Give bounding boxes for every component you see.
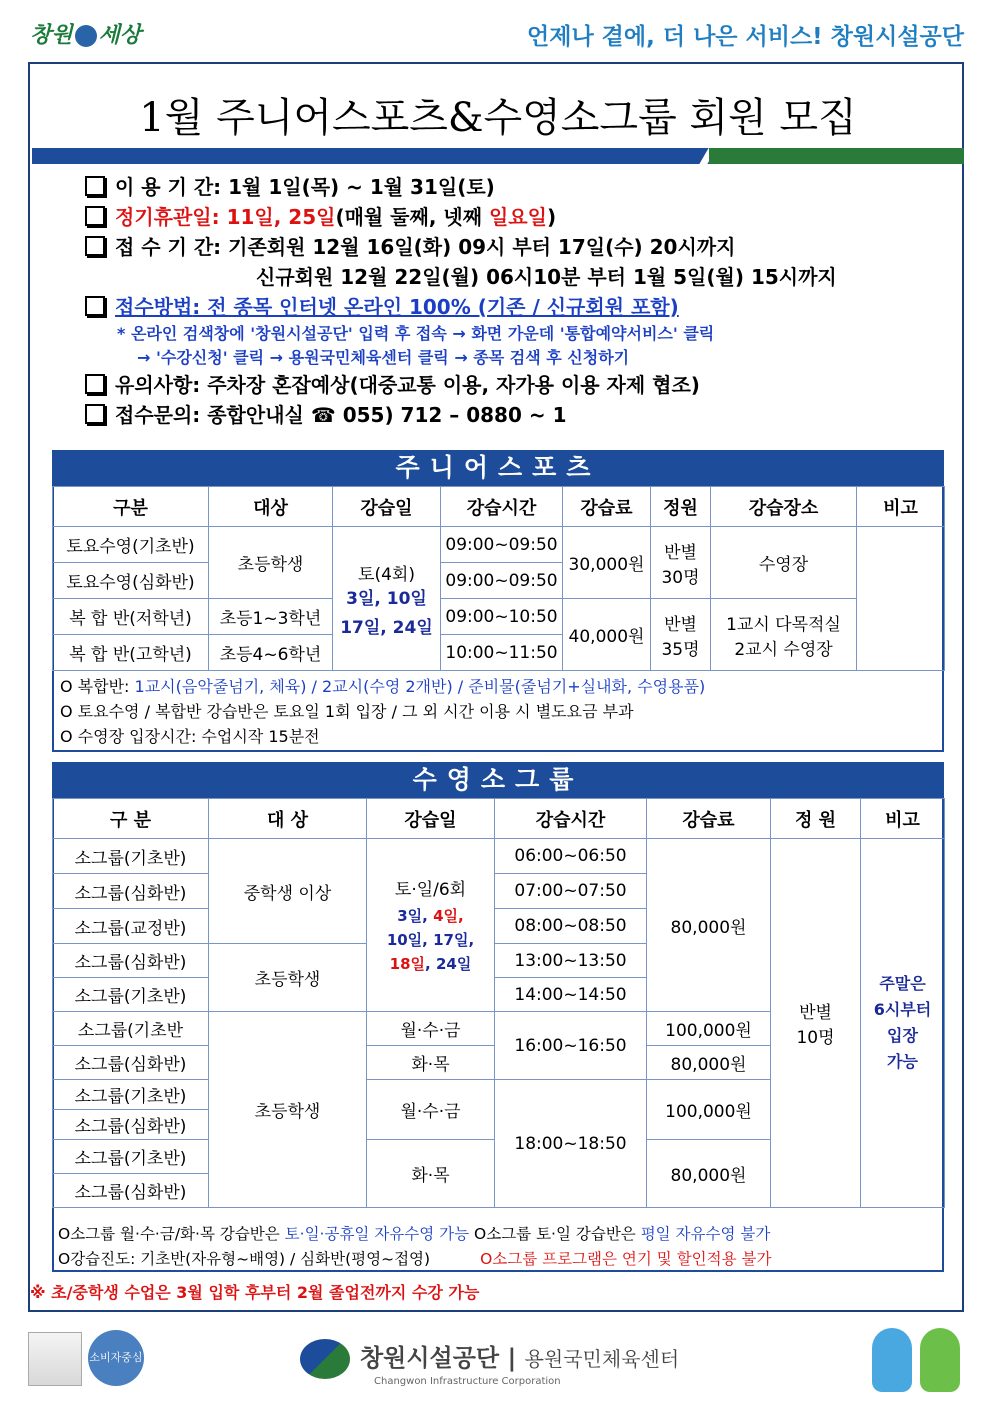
corp-logo: 창원시설공단 | 용원국민체육센터 Changwon Infrastructure Corporation	[300, 1338, 679, 1379]
footer	[0, 1320, 992, 1403]
class-name: 소그룹(심화반)	[53, 1110, 209, 1140]
class-time: 07:00~07:50	[495, 874, 647, 909]
checkbox-icon	[85, 176, 105, 196]
info-period: 이 용 기 간: 1월 1일(목) ~ 1월 31일(토)	[85, 172, 837, 202]
class-time: 16:00~16:50	[495, 1012, 647, 1080]
remark	[857, 527, 945, 671]
col-header: 강습료	[563, 487, 651, 527]
capacity: 반별 35명	[651, 599, 711, 671]
fee: 40,000원	[563, 599, 651, 671]
corp-emblem-icon	[300, 1339, 350, 1379]
class-name: 소그룹(심화반)	[53, 944, 209, 978]
class-days: 토·일/6회 3일, 4일, 10일, 17일, 18일, 24일	[367, 839, 495, 1012]
class-time: 14:00~14:50	[495, 978, 647, 1012]
slogan: 언제나 곁에, 더 나은 서비스! 창원시설공단	[527, 24, 964, 50]
col-header: 대 상	[209, 799, 367, 839]
method-note-2: → '수강신청' 클릭 → 용원국민체육센터 클릭 → 종목 검색 후 신청하기	[137, 348, 630, 367]
col-header: 정 원	[771, 799, 861, 839]
class-name: 소그룹(심화반)	[53, 1046, 209, 1080]
info-inquiry: 접수문의: 종합안내실 ☎ 055) 712 – 0880 ~ 1	[85, 400, 837, 430]
class-name: 소그룹(기초반)	[53, 1140, 209, 1174]
target: 초등1~3학년	[209, 599, 333, 635]
warning-note: ※ 초/중학생 수업은 3월 입학 후부터 2월 졸업전까지 수강 가능	[30, 1283, 480, 1302]
place: 1교시 다목적실 2교시 수영장	[711, 599, 857, 671]
class-name: 소그룹(심화반)	[53, 1174, 209, 1208]
target: 초등학생	[209, 1012, 367, 1208]
note-item: O강습진도: 기초반(자유형~배영) / 심화반(평영~접영) O소그룹 프로그램은 연기 및 할인적용 불가	[58, 1250, 772, 1268]
class-name: 소그룹(교정반)	[53, 909, 209, 944]
class-time: 10:00~11:50	[441, 635, 563, 671]
note-item: O 수영장 입장시간: 수업시작 15분전	[60, 727, 320, 746]
fee: 80,000원	[647, 1140, 771, 1208]
class-time: 06:00~06:50	[495, 839, 647, 874]
checkbox-icon	[85, 404, 105, 424]
info-closed: 정기휴관일: 11일, 25일(매월 둘째, 넷째 일요일)	[85, 202, 837, 232]
checkbox-icon	[85, 206, 105, 226]
title-stripe	[32, 148, 964, 164]
col-header: 구 분	[53, 799, 209, 839]
junior-table	[52, 486, 945, 671]
checkbox-icon	[85, 236, 105, 256]
certification-badge-icon	[28, 1332, 82, 1386]
class-days: 토(4회) 3일, 10일 17일, 24일	[333, 527, 441, 671]
class-days: 화·목	[367, 1046, 495, 1080]
class-days: 월·수·금	[367, 1012, 495, 1046]
class-name: 복 합 반(저학년)	[53, 599, 209, 635]
fee: 30,000원	[563, 527, 651, 599]
fee: 100,000원	[647, 1080, 771, 1140]
target: 초등학생	[209, 944, 367, 1012]
class-name: 소그룹(기초반)	[53, 839, 209, 874]
junior-notes	[52, 674, 952, 749]
logo-text-2: 세상	[98, 22, 142, 48]
class-time: 13:00~13:50	[495, 944, 647, 978]
target: 중학생 이상	[209, 839, 367, 944]
class-time: 08:00~08:50	[495, 909, 647, 944]
fee: 80,000원	[647, 839, 771, 1012]
class-days: 화·목	[367, 1140, 495, 1208]
col-header: 강습장소	[711, 487, 857, 527]
mascot-green-icon	[920, 1328, 960, 1392]
col-header: 정원	[651, 487, 711, 527]
logo-dot-icon	[75, 25, 97, 47]
col-header: 비고	[861, 799, 945, 839]
col-header: 대상	[209, 487, 333, 527]
class-name: 토요수영(기초반)	[53, 527, 209, 563]
class-days: 월·수·금	[367, 1080, 495, 1140]
capacity: 반별 10명	[771, 839, 861, 1208]
group-heading: 수영소그룹	[52, 762, 944, 798]
logo-text: 창원	[30, 22, 73, 48]
col-header: 강습일	[367, 799, 495, 839]
class-name: 토요수영(심화반)	[53, 563, 209, 599]
note-item: O소그룹 월·수·금/화·목 강습반은 토·일·공휴일 자유수영 가능 O소그룹 토·일 강습반은 평일 자유수영 불가	[58, 1225, 771, 1243]
info-method: 접수방법: 전 종목 인터넷 온라인 100% (기존 / 신규회원 포함)	[85, 292, 837, 322]
class-time: 09:00~09:50	[441, 563, 563, 599]
class-time: 18:00~18:50	[495, 1080, 647, 1208]
poster-frame	[28, 62, 964, 1312]
info-registration-new: 신규회원 12월 22일(월) 06시10분 부터 1월 5일(월) 15시까지	[256, 265, 837, 289]
class-name: 소그룹(기초반)	[53, 978, 209, 1012]
info-list	[85, 172, 837, 430]
method-note-1: * 온라인 검색창에 '창원시설공단' 입력 후 접속 → 화면 가운데 '통합예약서비스' 클릭	[117, 324, 715, 343]
target: 초등4~6학년	[209, 635, 333, 671]
checkbox-icon	[85, 374, 105, 394]
remark: 주말은 6시부터 입장 가능	[861, 839, 945, 1208]
class-time: 09:00~10:50	[441, 599, 563, 635]
class-time: 09:00~09:50	[441, 527, 563, 563]
fee: 100,000원	[647, 1012, 771, 1046]
class-name: 소그룹(심화반)	[53, 874, 209, 909]
col-header: 강습시간	[495, 799, 647, 839]
col-header: 강습시간	[441, 487, 563, 527]
junior-heading: 주니어스포츠	[52, 450, 944, 486]
city-logo	[30, 18, 141, 49]
col-header: 구분	[53, 487, 209, 527]
col-header: 강습일	[333, 487, 441, 527]
note-item: O 토요수영 / 복합반 강습반은 토요일 1회 입장 / 그 외 시간 이용 시 별도요금 부과	[60, 702, 634, 721]
col-header: 강습료	[647, 799, 771, 839]
class-name: 소그룹(기초반	[53, 1012, 209, 1046]
class-name: 소그룹(기초반)	[53, 1080, 209, 1110]
page-title: 1월 주니어스포츠&수영소그룹 회원 모집	[139, 95, 857, 141]
col-header: 비고	[857, 487, 945, 527]
note-item: O 복합반: 1교시(음악줄넘기, 체육) / 2교시(수영 2개반) / 준비물(줄넘기+실내화, 수영용품)	[60, 677, 706, 696]
checkbox-icon	[85, 296, 105, 316]
group-table	[52, 798, 945, 1208]
consumer-badge-icon: 소비자중심	[88, 1330, 144, 1386]
group-notes	[52, 1222, 950, 1272]
info-caution: 유의사항: 주차장 혼잡예상(대중교통 이용, 자가용 이용 자제 협조)	[85, 370, 837, 400]
info-registration: 접 수 기 간: 기존회원 12월 16일(화) 09시 부터 17일(수) 20시까지	[85, 232, 837, 262]
top-bar	[0, 0, 992, 60]
target: 초등학생	[209, 527, 333, 599]
phone-icon: ☎	[310, 403, 336, 427]
class-name: 복 합 반(고학년)	[53, 635, 209, 671]
place: 수영장	[711, 527, 857, 599]
capacity: 반별 30명	[651, 527, 711, 599]
mascot-blue-icon	[872, 1328, 912, 1392]
fee: 80,000원	[647, 1046, 771, 1080]
